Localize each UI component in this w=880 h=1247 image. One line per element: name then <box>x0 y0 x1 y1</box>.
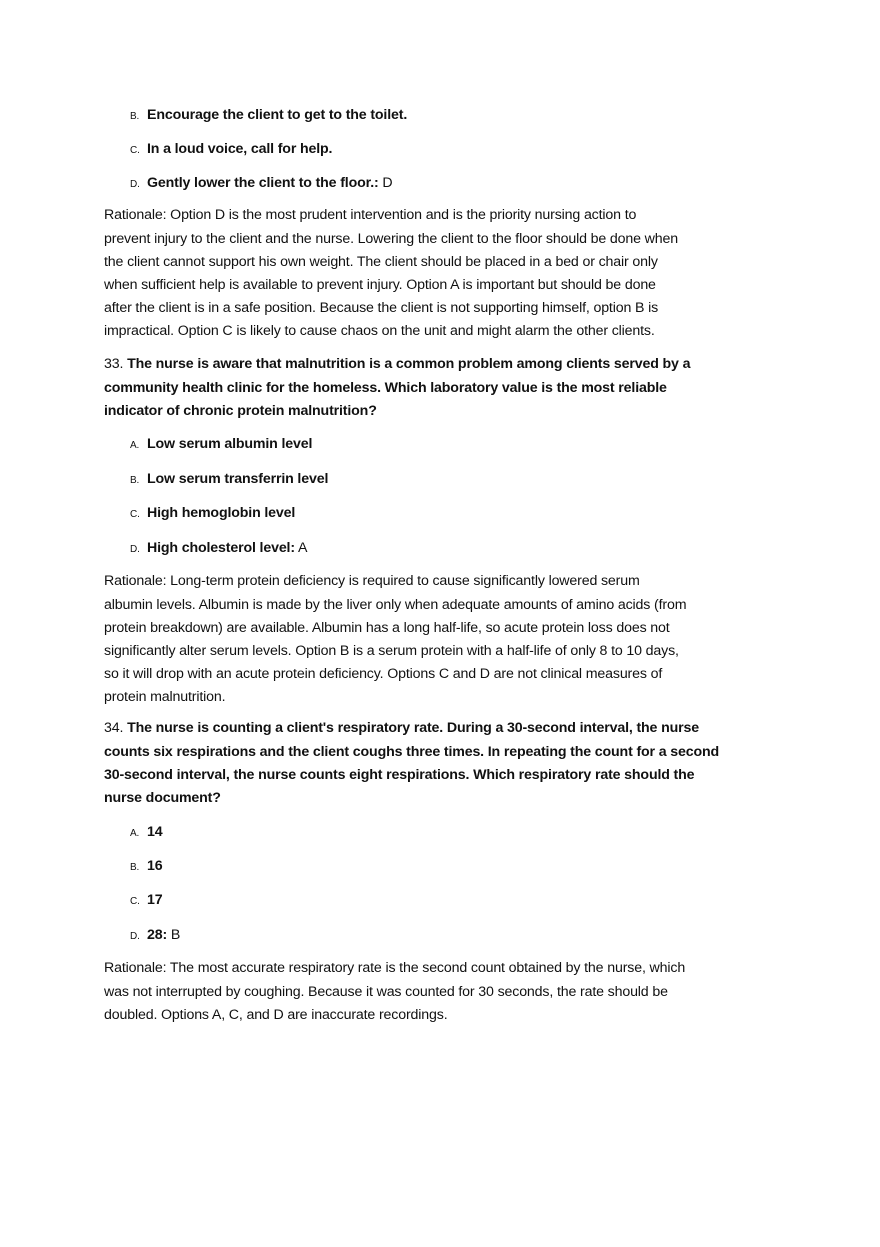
rationale-32 <box>104 204 678 343</box>
option-letter: D. <box>130 179 140 190</box>
question-33 <box>104 353 690 423</box>
line-text: community health clinic for the homeless. Which laboratory value is the most reliable <box>104 379 667 396</box>
answer-option <box>130 434 312 456</box>
option-text: Low serum transferrin level <box>147 471 329 487</box>
question-34 <box>104 717 719 810</box>
text-line <box>104 640 686 663</box>
option-letter: B. <box>130 111 140 122</box>
answer-option <box>130 105 407 127</box>
option-letter: B. <box>130 862 140 873</box>
text-line <box>104 204 678 227</box>
answer-option <box>130 139 332 161</box>
answer-option <box>130 173 392 195</box>
option-letter: C. <box>130 896 140 907</box>
line-text: The nurse is counting a client's respiratory rate. During a 30-second interval, the nurse <box>127 720 699 737</box>
answer-option <box>130 538 307 560</box>
rationale-33 <box>104 570 686 709</box>
text-line <box>104 663 686 686</box>
text-line <box>104 617 686 640</box>
line-text: so it will drop with an acute protein deficiency. Options C and D are not clinical measures of <box>104 666 663 683</box>
option-text: High cholesterol level: <box>147 540 295 556</box>
text-line <box>104 400 690 423</box>
text-line <box>104 686 686 709</box>
option-letter: D. <box>130 931 140 942</box>
option-text: Encourage the client to get to the toilet. <box>147 107 408 123</box>
option-letter: B. <box>130 475 140 486</box>
line-text: Rationale: Option D is the most prudent intervention and is the priority nursing action to <box>104 207 637 224</box>
line-text: when sufficient help is available to prevent injury. Option A is important but should be done <box>104 277 656 293</box>
answer-key: D <box>378 175 393 191</box>
text-line <box>104 594 686 617</box>
text-line <box>104 251 678 274</box>
line-text: doubled. Options A, C, and D are inaccurate recordings. <box>104 1006 448 1023</box>
answer-option <box>130 822 162 844</box>
text-line <box>104 957 685 980</box>
text-line <box>104 787 719 810</box>
option-text: 17 <box>147 892 163 908</box>
option-text: Gently lower the client to the floor.: <box>147 175 379 191</box>
line-text: counts six respirations and the client coughs three times. In repeating the count for a second <box>104 743 719 760</box>
line-text: Rationale: Long-term protein deficiency is required to cause significantly lowered serum <box>104 573 640 590</box>
text-line <box>104 764 719 787</box>
line-text: albumin levels. Albumin is made by the liver only when adequate amounts of amino acids (from <box>104 596 687 613</box>
text-line <box>104 353 690 376</box>
question-number: 33. <box>104 356 128 373</box>
text-line <box>104 377 690 400</box>
text-line <box>104 570 686 593</box>
option-letter: C. <box>130 509 140 520</box>
option-letter: A. <box>130 828 140 839</box>
option-text: 16 <box>147 858 163 874</box>
option-text: High hemoglobin level <box>147 505 296 521</box>
line-text: 30-second interval, the nurse counts eight respirations. Which respiratory rate should the <box>104 766 695 783</box>
answer-option <box>130 890 162 912</box>
text-line <box>104 274 678 297</box>
text-line <box>104 228 678 251</box>
line-text: significantly alter serum levels. Option B is a serum protein with a half-life of only 8 to 10 days, <box>104 643 679 659</box>
line-text: indicator of chronic protein malnutrition? <box>104 402 377 419</box>
text-line <box>104 981 685 1004</box>
option-letter: D. <box>130 544 140 555</box>
option-letter: C. <box>130 145 140 156</box>
answer-key: A <box>294 540 308 556</box>
answer-key: B <box>167 927 181 943</box>
line-text: Rationale: The most accurate respiratory rate is the second count obtained by the nurse, which <box>104 960 686 977</box>
text-line <box>104 741 719 764</box>
option-text: In a loud voice, call for help. <box>147 141 333 157</box>
line-text: nurse document? <box>104 790 221 806</box>
line-text: protein breakdown) are available. Albumin has a long half-life, so acute protein loss does not <box>104 619 670 636</box>
line-text: was not interrupted by coughing. Because it was counted for 30 seconds, the rate should be <box>104 983 668 1000</box>
option-text: 14 <box>147 824 163 840</box>
line-text: prevent injury to the client and the nurse. Lowering the client to the floor should be done when <box>104 230 678 247</box>
line-text: the client cannot support his own weight. The client should be placed in a bed or chair only <box>104 253 658 270</box>
answer-option <box>130 469 328 491</box>
text-line <box>104 1004 685 1027</box>
rationale-34 <box>104 957 685 1027</box>
answer-option <box>130 925 180 947</box>
option-letter: A. <box>130 440 140 451</box>
line-text: after the client is in a safe position. Because the client is not supporting himself, option B is <box>104 300 659 317</box>
option-text: Low serum albumin level <box>147 436 313 452</box>
line-text: The nurse is aware that malnutrition is a common problem among clients served by a <box>127 356 691 373</box>
answer-option <box>130 856 162 878</box>
line-text: impractical. Option C is likely to cause chaos on the unit and might alarm the other clients. <box>104 323 655 340</box>
answer-option <box>130 503 295 525</box>
text-line <box>104 297 678 320</box>
text-line <box>104 320 678 343</box>
question-number: 34. <box>104 720 128 737</box>
text-line <box>104 717 719 740</box>
line-text: protein malnutrition. <box>104 689 226 706</box>
option-text: 28: <box>147 927 168 943</box>
